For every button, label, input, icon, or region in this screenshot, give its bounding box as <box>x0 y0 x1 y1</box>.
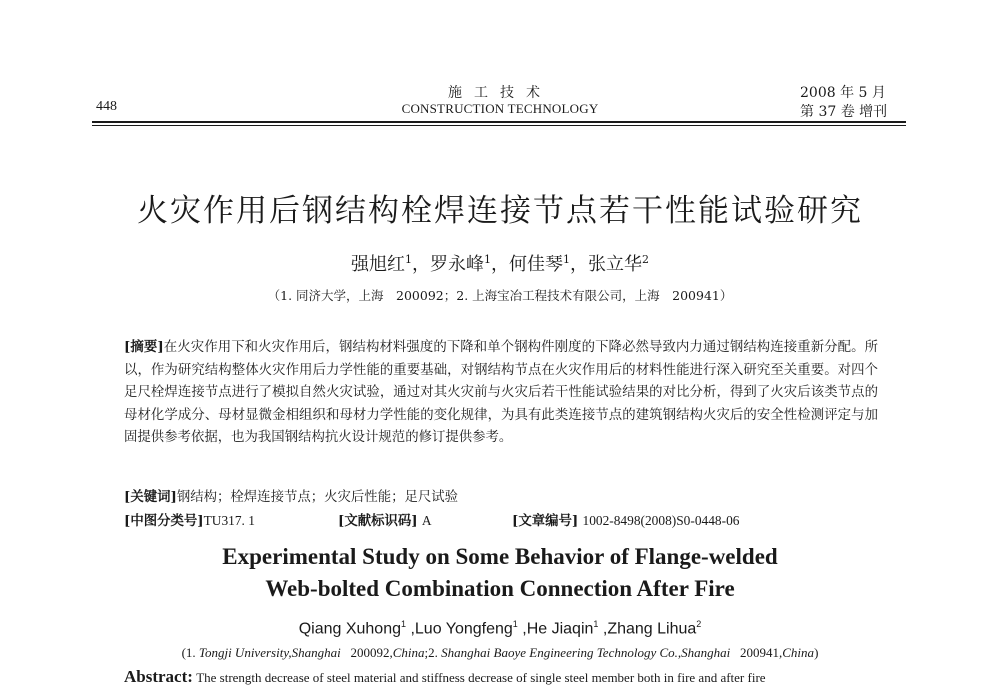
article-number-value: 1002-8498(2008)S0-0448-06 <box>582 513 740 528</box>
abstract-cn <box>124 336 878 450</box>
affil-open: (1. <box>181 645 199 660</box>
author-name-en: He Jiaqin <box>526 620 594 638</box>
affil-institution-1: Tongji University,Shanghai <box>198 645 341 660</box>
paper-title-en-line2: Web-bolted Combination Connection After Fire <box>265 576 735 601</box>
author-sep: ， <box>412 254 430 275</box>
article-number <box>512 510 739 529</box>
affil-close: ) <box>814 645 819 660</box>
author-sep: ， <box>570 254 588 275</box>
affil-postcode-2: 200941 <box>740 645 780 660</box>
affil-country-1: ,China <box>389 645 425 660</box>
affiliation-en <box>0 645 1000 661</box>
clc-number <box>124 510 255 529</box>
clc-label: [中图分类号] <box>124 513 204 529</box>
header-rule-thick <box>92 121 906 123</box>
author-name: 强旭红 <box>351 254 405 275</box>
clc-value: TU317. 1 <box>203 513 255 528</box>
abstract-en <box>124 667 766 687</box>
issue-volume: 第 37 卷 增刊 <box>800 104 888 120</box>
author-sep-en: , <box>598 620 608 638</box>
author-name: 张立华 <box>588 254 642 275</box>
journal-name-cn: 施工技术 <box>448 85 552 101</box>
author-sep: ， <box>491 254 509 275</box>
doc-code-value: A <box>421 513 432 528</box>
paper-title-cn: 火灾作用后钢结构栓焊连接节点若干性能试验研究 <box>137 193 863 229</box>
paper-title-en-line1: Experimental Study on Some Behavior of Flange-welded <box>222 544 778 569</box>
affiliation-cn: （1. 同济大学，上海 200092；2. 上海宝冶工程技术有限公司，上海 200941） <box>267 288 733 303</box>
affil-postcode-1: 200092 <box>350 645 390 660</box>
author-name-en: Qiang Xuhong <box>298 620 401 638</box>
author-name: 何佳琴 <box>509 254 563 275</box>
issue-date: 2008 年 5 月 <box>800 85 886 101</box>
header-rule-thin <box>92 125 906 126</box>
abstract-cn-label: [摘要] <box>124 339 164 355</box>
abstract-cn-text: 在火灾作用下和火灾作用后，钢结构材料强度的下降和单个钢构件刚度的下降必然导致内力通过钢结构连接重新分配。所以，作为研究结构整体火灾作用后力学性能的重要基础，对钢结构节点在火灾作用后的材料性能进行深入研究至关重要。对四个足尺栓焊连接节点进行了模拟自然火灾试验，通过对其火灾前与火灾后若干性能试验结果的对比分析，得到了火灾后该类节点的母材化学成分、母材显微金相组织和母材力学性能的变化规律，为具有此类连接节点的建筑钢结构火灾后的安全性检测评定与加固提供参考依据，也为我国钢结构抗火设计规范的修订提供参考。 <box>124 340 879 445</box>
author-list-en <box>0 619 1000 638</box>
abstract-en-text: The strength decrease of steel material and stiffness decrease of single steel member both in fire and after fire <box>196 670 766 685</box>
keywords-label: [关键词] <box>124 489 177 505</box>
author-sup-en: 1 <box>512 619 518 629</box>
author-sup: 2 <box>642 253 649 266</box>
doc-code-label: [文献标识码] <box>338 513 418 529</box>
author-sup-en: 1 <box>593 619 599 629</box>
article-number-label: [文章编号] <box>512 513 579 529</box>
author-sep-en: , <box>406 620 415 638</box>
author-name-en: Luo Yongfeng <box>414 620 513 638</box>
page-number: 448 <box>96 99 117 114</box>
affil-country-2: ,China <box>779 645 815 660</box>
author-name: 罗永峰 <box>430 254 484 275</box>
journal-name-en: CONSTRUCTION TECHNOLOGY <box>401 101 599 116</box>
affil-sep: ;2. <box>424 645 442 660</box>
abstract-en-colon: : <box>187 667 193 686</box>
affil-institution-2: Shanghai Baoye Engineering Technology Co.,Shanghai <box>441 645 731 660</box>
author-sup: 1 <box>484 253 491 266</box>
author-name-en: Zhang Lihua <box>607 620 697 638</box>
document-code <box>338 510 432 529</box>
keywords-text: 钢结构；栓焊连接节点；火灾后性能；足尺试验 <box>176 490 459 505</box>
author-sup: 1 <box>405 253 412 266</box>
abstract-en-label: Abstract <box>124 667 188 686</box>
author-sup-en: 1 <box>401 619 407 629</box>
author-list-cn <box>0 250 1000 276</box>
author-sep-en: , <box>517 620 527 638</box>
keywords-line <box>124 486 458 505</box>
author-sup-en: 2 <box>696 619 702 629</box>
author-sup: 1 <box>563 253 570 266</box>
